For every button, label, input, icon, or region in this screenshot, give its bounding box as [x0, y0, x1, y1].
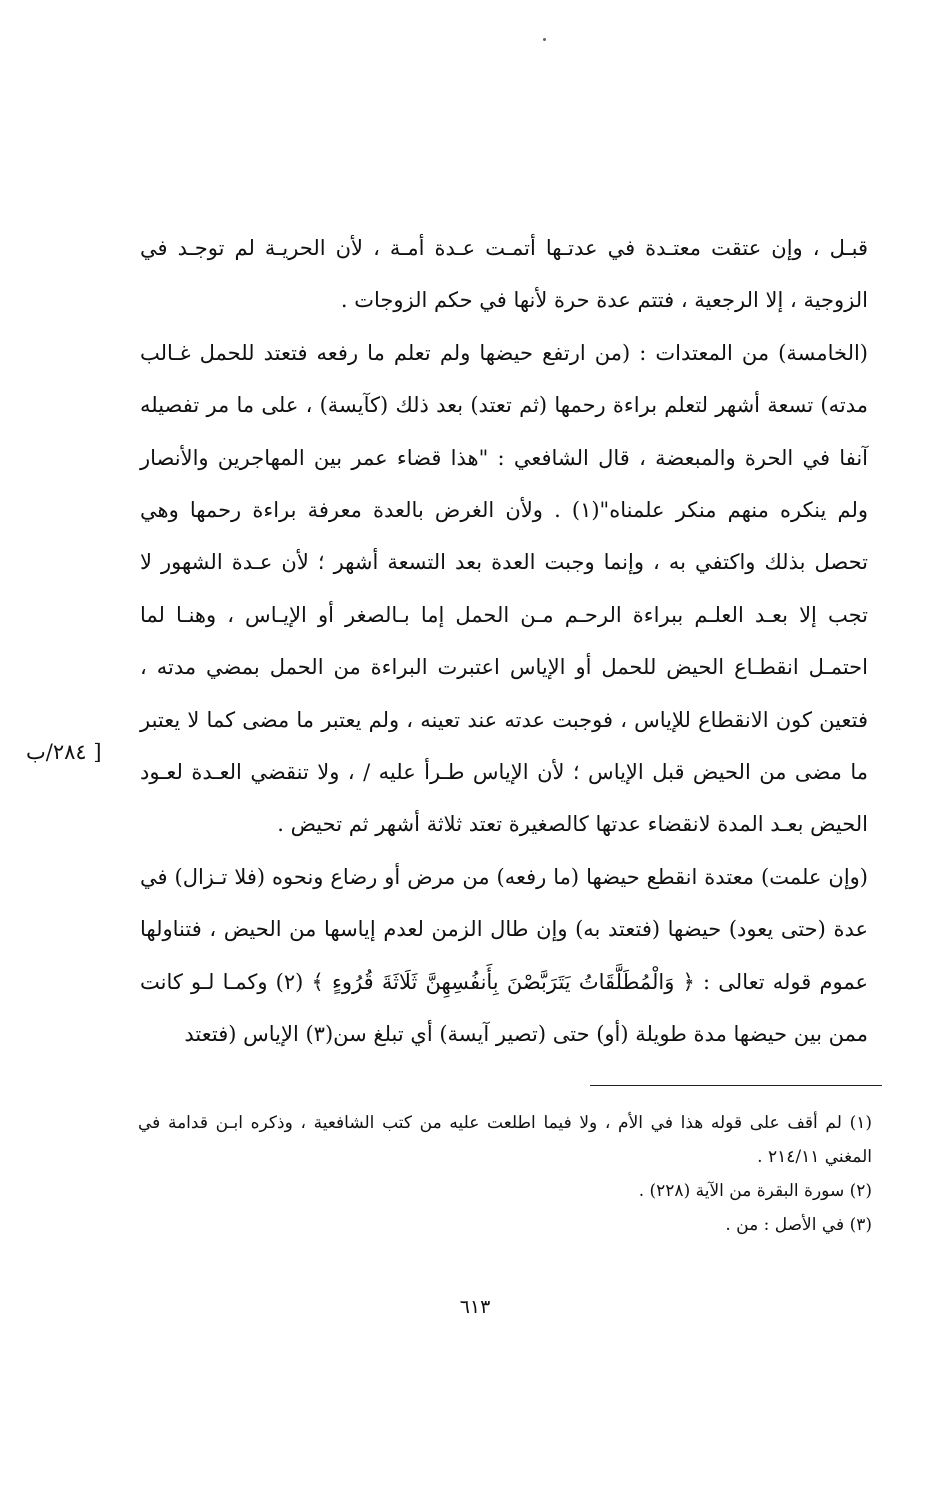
- paragraph-1: قبـل ، وإن عتقت معتـدة في عدتـها أتمـت عـدة أمـة ، لأن الحريـة لم توجـد في الزوجية ، إلا الرجعية ، فتتم عدة حرة لأنها في حكم الزوجات .: [140, 236, 868, 313]
- page-number: ٦١٣: [459, 1296, 491, 1318]
- footnote-separator: [590, 1085, 882, 1086]
- footnotes: [138, 1106, 872, 1242]
- manuscript-folio-marker: [ ٢٨٤/ب: [26, 740, 102, 764]
- main-text: [140, 222, 868, 1061]
- footnote-2: (٢) سورة البقرة من الآية (٢٢٨) .: [638, 1181, 872, 1201]
- scan-speck: [543, 38, 546, 41]
- paragraph-2: (الخامسة) من المعتدات : (من ارتفع حيضها ولم تعلم ما رفعه فتعتد للحمل غـالب مدته) تسعة أشهر لتعلم براءة رحمها (ثم تعتد) بعد ذلك (كآيسة) ، على ما مر تفصيله آنفا في الحرة والمبعضة ، قال الشافعي : "هذا قضاء عمر بين المهاجرين والأنصار ولم ينكره منهم منكر علمناه"(١) . ولأن الغرض بالعدة معرفة براءة رحمها وهي تحصل بذلك واكتفي به ، وإنما وجبت العدة بعد التسعة أشهر ؛ لأن عـدة الشهور لا تجب إلا بعـد العلـم ببراءة الرحـم مـن الحمل إما بـالصغر أو الإيـاس ، وهنـا لما احتمـل انقطـاع الحيض للحمل أو الإياس اعتبرت البراءة من الحمل بمضي مدته ، فتعين كون الانقطاع للإياس ، فوجبت عدته عند تعينه ، ولم يعتبر ما مضى كما لا يعتبر ما مضى من الحيض قبل الإياس ؛ لأن الإياس طـرأ عليه / ، ولا تنقضي العـدة لعـود الحيض بعـد المدة لانقضاء عدتها كالصغيرة تعتد ثلاثة أشهر ثم تحيض .: [140, 340, 868, 837]
- paragraph-3: (وإن علمت) معتدة انقطع حيضها (ما رفعه) من مرض أو رضاع ونحوه (فلا تـزال) في عدة (حتى يعود) حيضها (فتعتد به) وإن طال الزمن لعدم إياسها من الحيض ، فتناولها عموم قوله تعالى : ﴿ وَالْمُطَلَّقَاتُ يَتَرَبَّصْنَ بِأَنفُسِهِنَّ ثَلَاثَةَ قُرُوءٍ ﴾ (٢) وكمـا لـو كانت ممن بين حيضها مدة طويلة (أو) حتى (تصير آيسة) أي تبلغ سن(٣) الإياس (فتعتد: [140, 864, 869, 1047]
- footnote-1: (١) لم أقف على قوله هذا في الأم ، ولا فيما اطلعت عليه من كتب الشافعية ، وذكره ابـن قدامة في المغني ٢١٤/١١ .: [138, 1113, 872, 1167]
- footnote-3: (٣) في الأصل : من .: [725, 1215, 872, 1235]
